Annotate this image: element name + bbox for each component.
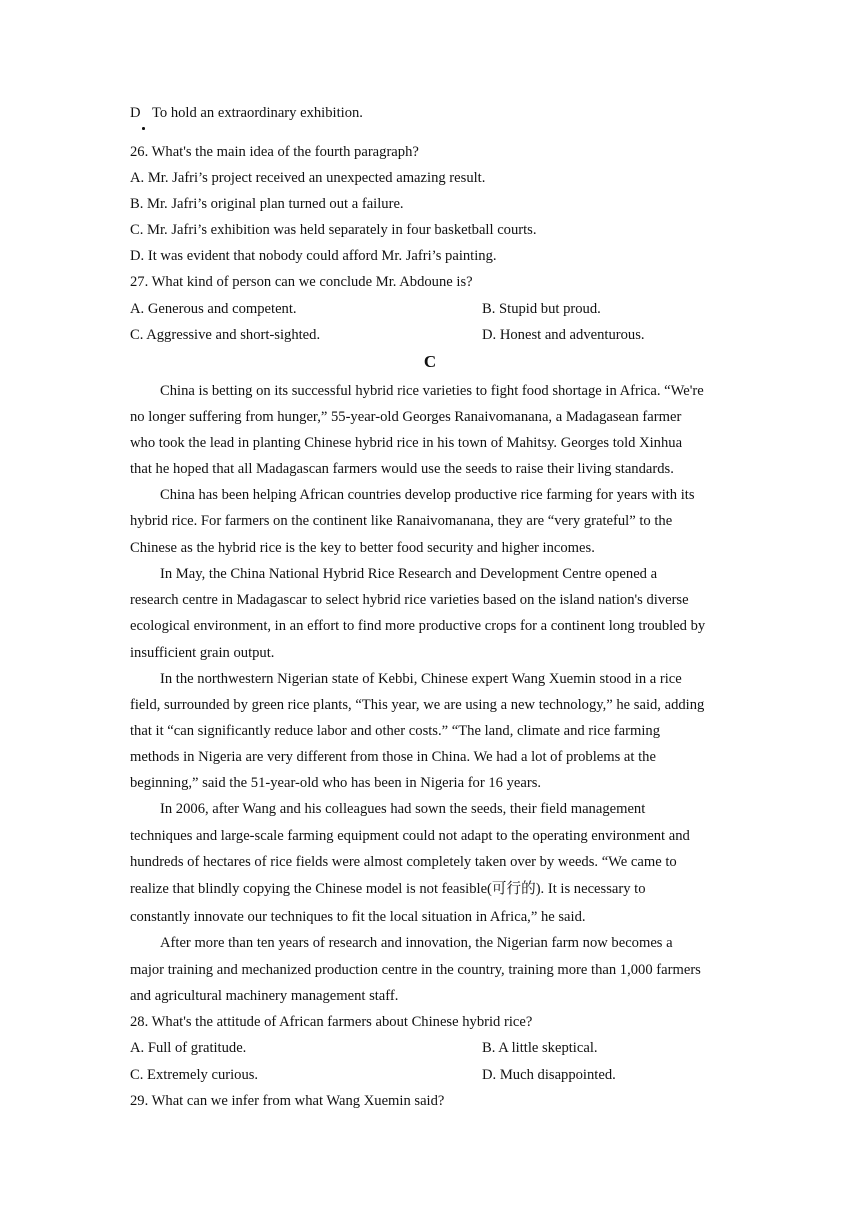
passage-line: In 2006, after Wang and his colleagues had sown the seeds, their field management bbox=[160, 801, 646, 817]
q27-option-c: C. Aggressive and short-sighted. bbox=[130, 327, 321, 343]
prev-option-d-text: To hold an extraordinary exhibition. bbox=[152, 105, 363, 121]
q28-option-d: D. Much disappointed. bbox=[482, 1067, 616, 1083]
q28-option-c: C. Extremely curious. bbox=[130, 1067, 259, 1083]
passage-line: China has been helping African countries develop productive rice farming for years with its bbox=[160, 487, 695, 503]
list-bullet-dot bbox=[142, 127, 145, 130]
q26-option-d: D. It was evident that nobody could afford Mr. Jafri’s painting. bbox=[130, 248, 497, 264]
passage-line: major training and mechanized production centre in the country, training more than 1,000 farmers bbox=[130, 962, 701, 978]
q26-question: 26. What's the main idea of the fourth paragraph? bbox=[130, 144, 419, 160]
q27-option-a: A. Generous and competent. bbox=[130, 301, 297, 317]
q26-option-a: A. Mr. Jafri’s project received an unexpected amazing result. bbox=[130, 170, 486, 186]
passage-line: After more than ten years of research and innovation, the Nigerian farm now becomes a bbox=[160, 935, 673, 951]
prev-option-d-letter: D bbox=[130, 105, 141, 121]
passage-line: In May, the China National Hybrid Rice Research and Development Centre opened a bbox=[160, 566, 658, 582]
passage-line: that he hoped that all Madagascan farmers would use the seeds to raise their living standards. bbox=[130, 461, 674, 477]
passage-line: hundreds of hectares of rice fields were almost completely taken over by weeds. “We came to bbox=[130, 854, 677, 870]
q28-question: 28. What's the attitude of African farmers about Chinese hybrid rice? bbox=[130, 1014, 533, 1030]
passage-line: research centre in Madagascar to select hybrid rice varieties based on the island nation's diverse bbox=[130, 592, 689, 608]
passage-line: insufficient grain output. bbox=[130, 645, 275, 661]
q26-option-b: B. Mr. Jafri’s original plan turned out a failure. bbox=[130, 196, 404, 212]
q29-question: 29. What can we infer from what Wang Xuemin said? bbox=[130, 1093, 445, 1109]
passage-line: Chinese as the hybrid rice is the key to better food security and higher incomes. bbox=[130, 540, 595, 556]
passage-line: no longer suffering from hunger,” 55-year-old Georges Ranaivomanana, a Madagasean farmer bbox=[130, 409, 682, 425]
passage-line: hybrid rice. For farmers on the continent like Ranaivomanana, they are “very grateful” to the bbox=[130, 513, 673, 529]
passage-line: In the northwestern Nigerian state of Kebbi, Chinese expert Wang Xuemin stood in a rice bbox=[160, 671, 682, 687]
q27-question: 27. What kind of person can we conclude Mr. Abdoune is? bbox=[130, 274, 473, 290]
passage-line: field, surrounded by green rice plants, “This year, we are using a new technology,” he said, adding bbox=[130, 697, 705, 713]
section-heading: C bbox=[423, 352, 437, 371]
passage-line: who took the lead in planting Chinese hybrid rice in his town of Mahitsy. Georges told Xinhua bbox=[130, 435, 683, 451]
passage-line: constantly innovate our techniques to fit the local situation in Africa,” he said. bbox=[130, 909, 586, 925]
passage-line: techniques and large-scale farming equipment could not adapt to the operating environment and bbox=[130, 828, 690, 844]
q26-option-c: C. Mr. Jafri’s exhibition was held separately in four basketball courts. bbox=[130, 222, 537, 238]
passage-line: realize that blindly copying the Chinese model is not feasible(可行的). It is necessary to bbox=[130, 881, 646, 897]
q27-option-d: D. Honest and adventurous. bbox=[482, 327, 645, 343]
passage-line: that it “can significantly reduce labor and other costs.” “The land, climate and rice farming bbox=[130, 723, 661, 739]
passage-line: China is betting on its successful hybrid rice varieties to fight food shortage in Africa. “We're bbox=[160, 383, 704, 399]
q27-option-b: B. Stupid but proud. bbox=[482, 301, 601, 317]
passage-line: methods in Nigeria are very different from those in China. We had a lot of problems at the bbox=[130, 749, 656, 765]
q28-option-a: A. Full of gratitude. bbox=[130, 1040, 247, 1056]
passage-line: beginning,” said the 51-year-old who has been in Nigeria for 16 years. bbox=[130, 775, 542, 791]
passage-line: and agricultural machinery management staff. bbox=[130, 988, 399, 1004]
q28-option-b: B. A little skeptical. bbox=[482, 1040, 598, 1056]
passage-line: ecological environment, in an effort to find more productive crops for a continent long troubled by bbox=[130, 618, 706, 634]
